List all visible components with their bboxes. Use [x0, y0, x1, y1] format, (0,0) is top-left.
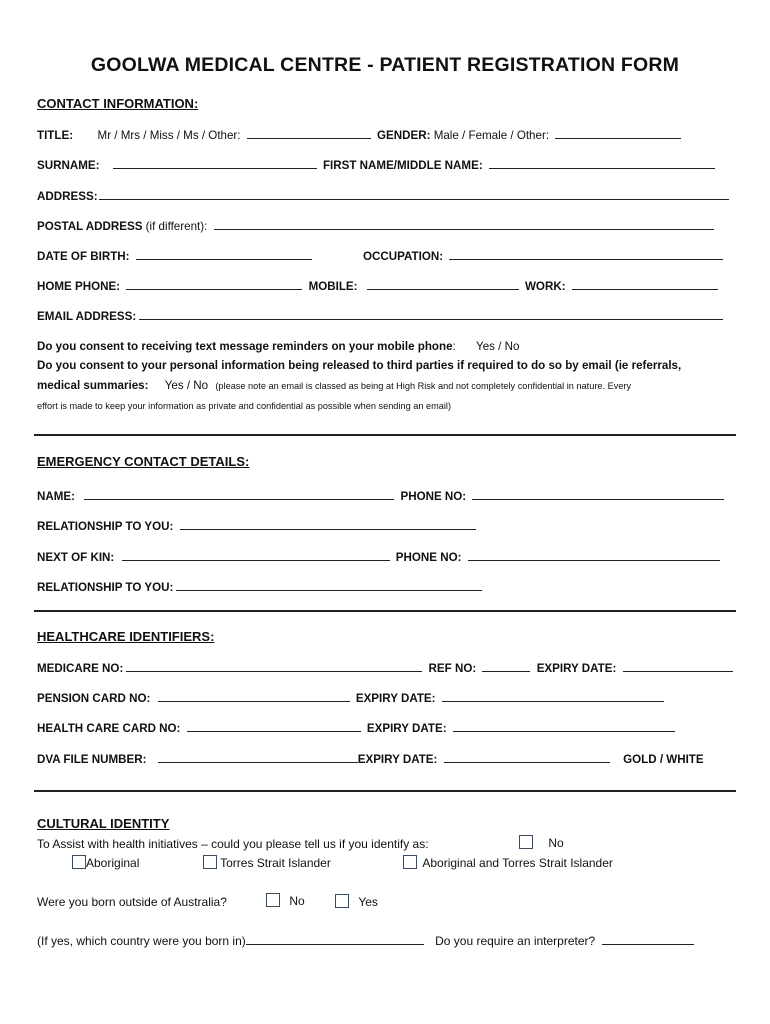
home-phone-field[interactable]: [126, 279, 302, 290]
identity-no-checkbox[interactable]: [519, 835, 533, 849]
tsi-checkbox[interactable]: [203, 855, 217, 869]
title-options: Mr / Mrs / Miss / Ms / Other:: [97, 129, 241, 142]
mobile-field[interactable]: [367, 279, 519, 290]
emergency-name-row: [37, 489, 727, 504]
email-row: [37, 309, 726, 324]
pension-field[interactable]: [158, 691, 350, 702]
release-options[interactable]: Yes / No: [164, 379, 209, 392]
postal-note: (if different):: [145, 220, 208, 233]
dob-field[interactable]: [136, 249, 312, 260]
page-title: GOOLWA MEDICAL CENTRE - PATIENT REGISTRATION FORM: [90, 54, 680, 76]
postal-label: POSTAL ADDRESS: [37, 220, 143, 233]
email-label: EMAIL ADDRESS:: [37, 310, 137, 323]
country-field[interactable]: [246, 934, 424, 945]
kin-phone-label: PHONE NO:: [395, 551, 462, 564]
pension-expiry-label: EXPIRY DATE:: [355, 692, 436, 705]
section-divider: [34, 434, 736, 436]
kin-relationship-label: RELATIONSHIP TO YOU:: [37, 581, 174, 594]
dob-label: DATE OF BIRTH:: [37, 250, 130, 263]
tsi-option[interactable]: [203, 855, 331, 870]
sms-question: Do you consent to receiving text message reminders on your mobile phone: [37, 340, 453, 353]
identity-no-label: No: [548, 836, 564, 850]
address-label: ADDRESS:: [37, 190, 98, 203]
release-question-line-2: [37, 379, 631, 393]
ref-field[interactable]: [482, 661, 530, 672]
medicare-expiry-label: EXPIRY DATE:: [536, 662, 617, 675]
kin-row: [37, 550, 723, 565]
emergency-relationship-row: [37, 519, 479, 534]
section-divider: [34, 610, 736, 612]
born-yes-label: Yes: [358, 895, 378, 909]
both-option[interactable]: [403, 855, 613, 870]
dva-label: DVA FILE NUMBER:: [37, 753, 147, 766]
firstname-field[interactable]: [489, 158, 715, 169]
gender-other-field[interactable]: [555, 128, 681, 139]
title-row: [37, 128, 684, 143]
hcc-field[interactable]: [187, 721, 361, 732]
title-label: TITLE:: [37, 129, 74, 142]
dva-expiry-field[interactable]: [444, 752, 610, 763]
interpreter-question: Do you require an interpreter?: [435, 934, 596, 948]
emergency-phone-label: PHONE NO:: [400, 490, 467, 503]
email-field[interactable]: [139, 309, 723, 320]
born-no-option[interactable]: [266, 893, 305, 908]
kin-label: NEXT OF KIN:: [37, 551, 115, 564]
address-field[interactable]: [99, 189, 729, 200]
section-divider: [34, 790, 736, 792]
occupation-label: OCCUPATION:: [363, 250, 444, 263]
medicare-row: [37, 661, 736, 676]
identity-no-option[interactable]: [519, 835, 564, 850]
firstname-label: FIRST NAME/MIDDLE NAME:: [322, 159, 483, 172]
tsi-label: Torres Strait Islander: [220, 856, 331, 870]
postal-row: [37, 219, 717, 234]
surname-field[interactable]: [113, 158, 317, 169]
kin-relationship-row: [37, 580, 485, 595]
pension-expiry-field[interactable]: [442, 691, 664, 702]
gender-options: Male / Female / Other:: [433, 129, 550, 142]
release-question-line-1: Do you consent to your personal information being released to third parties if required to do so by email (ie referrals,: [37, 359, 682, 372]
medicare-field[interactable]: [126, 661, 422, 672]
phone-row: [37, 279, 721, 294]
dob-row: [37, 249, 315, 264]
sms-options[interactable]: Yes / No: [476, 340, 520, 353]
kin-field[interactable]: [122, 550, 390, 561]
interpreter-field[interactable]: [602, 934, 694, 945]
dva-card-type-options[interactable]: GOLD / WHITE: [623, 753, 704, 766]
occupation-group: [363, 249, 726, 263]
dva-field[interactable]: [158, 752, 358, 763]
cultural-section-heading: CULTURAL IDENTITY: [37, 816, 170, 831]
aboriginal-label: Aboriginal: [86, 856, 140, 870]
title-other-field[interactable]: [247, 128, 371, 139]
emergency-relationship-field[interactable]: [180, 519, 476, 530]
cultural-intro: To Assist with health initiatives – could you please tell us if you identify as:: [37, 837, 429, 851]
work-field[interactable]: [572, 279, 718, 290]
postal-field[interactable]: [214, 219, 714, 230]
healthcare-section-heading: HEALTHCARE IDENTIFIERS:: [37, 629, 215, 644]
hcc-expiry-field[interactable]: [453, 721, 675, 732]
occupation-field[interactable]: [449, 249, 723, 260]
born-no-checkbox[interactable]: [266, 893, 280, 907]
born-yes-option[interactable]: [335, 894, 378, 909]
both-checkbox[interactable]: [403, 855, 417, 869]
address-row: [37, 189, 732, 204]
country-question: (If yes, which country were you born in): [37, 934, 246, 948]
home-phone-label: HOME PHONE:: [37, 280, 121, 293]
born-question: Were you born outside of Australia?: [37, 895, 227, 909]
sms-colon: :: [452, 340, 456, 353]
gender-label: GENDER:: [377, 129, 431, 142]
sms-consent-row: [37, 340, 519, 354]
release-question-2: medical summaries:: [37, 379, 149, 392]
dva-row: [37, 752, 704, 767]
hcc-expiry-label: EXPIRY DATE:: [366, 722, 447, 735]
hcc-row: [37, 721, 678, 736]
ref-label: REF NO:: [428, 662, 477, 675]
country-row: [37, 934, 697, 948]
medicare-label: MEDICARE NO:: [37, 662, 124, 675]
emergency-section-heading: EMERGENCY CONTACT DETAILS:: [37, 454, 250, 469]
both-label: Aboriginal and Torres Strait Islander: [422, 856, 613, 870]
dva-expiry-label: EXPIRY DATE:: [357, 753, 438, 766]
emergency-name-label: NAME:: [37, 490, 75, 503]
kin-relationship-field[interactable]: [176, 580, 482, 591]
born-yes-checkbox[interactable]: [335, 894, 349, 908]
pension-label: PENSION CARD NO:: [37, 692, 151, 705]
born-no-label: No: [289, 894, 305, 908]
surname-label: SURNAME:: [37, 159, 100, 172]
release-note-1: (please note an email is classed as being at High Risk and not completely confidential in nature. Every: [215, 381, 632, 391]
name-row: [37, 158, 718, 173]
mobile-label: MOBILE:: [308, 280, 358, 293]
contact-section-heading: CONTACT INFORMATION:: [37, 96, 199, 111]
emergency-relationship-label: RELATIONSHIP TO YOU:: [37, 520, 174, 533]
hcc-label: HEALTH CARE CARD NO:: [37, 722, 181, 735]
aboriginal-checkbox[interactable]: [72, 855, 86, 869]
pension-row: [37, 691, 667, 706]
emergency-name-field[interactable]: [84, 489, 394, 500]
medicare-expiry-field[interactable]: [623, 661, 733, 672]
work-label: WORK:: [524, 280, 566, 293]
aboriginal-option[interactable]: [72, 855, 139, 870]
kin-phone-field[interactable]: [468, 550, 720, 561]
emergency-phone-field[interactable]: [472, 489, 724, 500]
release-note-2: effort is made to keep your information as private and confidential as possible when sending an email): [37, 401, 452, 411]
